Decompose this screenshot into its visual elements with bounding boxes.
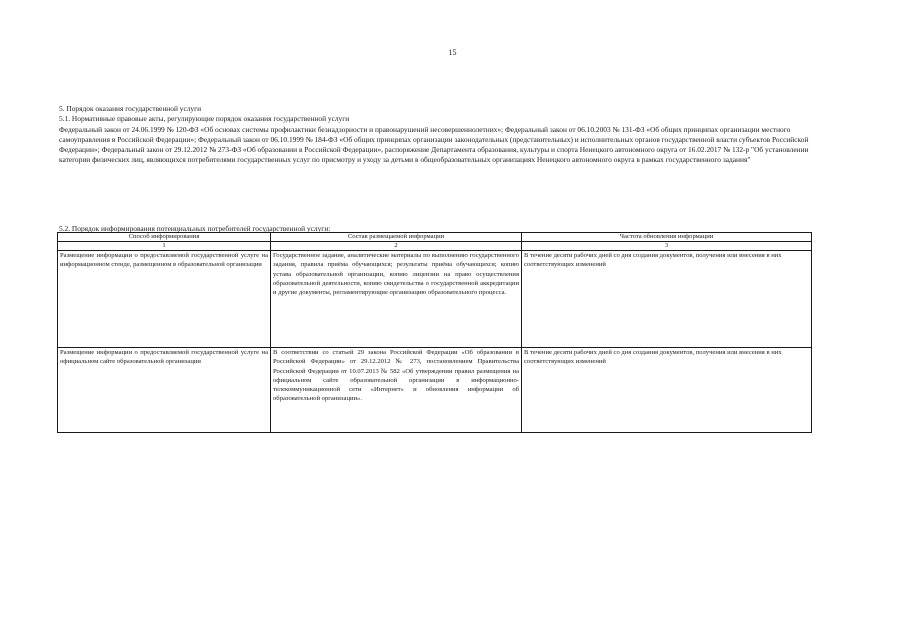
- section-5: [59, 104, 819, 166]
- section-5-title: 5. Порядок оказания государственной услуги: [59, 104, 202, 113]
- section-5-2-title: 5.2. Порядок информирования потенциальных потребителей государственной услуги:: [59, 224, 331, 233]
- row-2-frequency: В течение десяти рабочих дней со дня создания документов, получения или внесения в них соответствующих изменений: [522, 348, 812, 433]
- column-number-3: 3: [522, 242, 812, 251]
- row-1-content: Государственное задание, аналитические материалы по выполнению государственного задания, правила приёма обучающихся; результаты приёма обучающихся; копию устава образовательной организации, копию лицензии на право осуществления образовательной деятельности, копию свидетельства о государственной аккредитации и другие документы, регламентирующие организацию образовательного процесса.: [271, 251, 522, 348]
- column-number-2: 2: [271, 242, 522, 251]
- header-frequency: Частота обновления информации: [522, 233, 812, 242]
- row-1-frequency: В течение десяти рабочих дней со дня создания документов, получения или внесения в них соответствующих изменений: [522, 251, 812, 348]
- row-1-method: Размещение информации о предоставляемой государственной услуге на информационном стенде, размещенном в образовательной организации: [58, 251, 271, 348]
- table-row: [58, 348, 812, 433]
- header-content: Состав размещаемой информации: [271, 233, 522, 242]
- table-number-row: [58, 242, 812, 251]
- table-header-row: [58, 233, 812, 242]
- row-2-method: Размещение информации о предоставляемой государственной услуге на официальном сайте образовательной организации: [58, 348, 271, 433]
- page-number: 15: [448, 48, 457, 57]
- column-number-1: 1: [58, 242, 271, 251]
- header-method: Способ информирования: [58, 233, 271, 242]
- section-5-1-title: 5.1. Нормативные правовые акты, регулирующие порядок оказания государственной услуги: [59, 114, 350, 124]
- row-2-content: В соответствии со статьей 29 закона Российской Федерации «Об образовании в Российской Федерации» от 29.12.2012 № 273, постановлением Правительства Российской Федерации от 10.07.2013 № 582 «Об утверждении правил размещения на официальном сайте образовательной организации в информационно-телекоммуникационной сети «Интернет» и обновления информации об образовательной организации».: [271, 348, 522, 433]
- informing-table: [57, 232, 812, 433]
- section-5-1-text: Федеральный закон от 24.06.1999 № 120-ФЗ «Об основах системы профилактики безнадзорности и правонарушений несовершеннолетних»; Федеральный закон от 06.10.2003 № 131-ФЗ «Об общих принципах организации местного самоуправления в Российской Федерации»; Федеральный закон от 06.10.1999 № 184-ФЗ «Об общих принципах организации законодательных (представительных) и исполнительных органов государственной власти субъектов Российской Федерации»; Федеральный закон от 29.12.2012 № 273-ФЗ «Об образовании в Российской Федерации», распоряжение Департамента образования, культуры и спорта Ненецкого автономного округа от 16.02.2017 № 132-р "Об установлении категории физических лиц, являющихся потребителями государственных услуг по присмотру и уходу за детьми в общеобразовательных организациях Ненецкого автономного округа в рамках государственного задания": [59, 124, 809, 165]
- table-row: [58, 251, 812, 348]
